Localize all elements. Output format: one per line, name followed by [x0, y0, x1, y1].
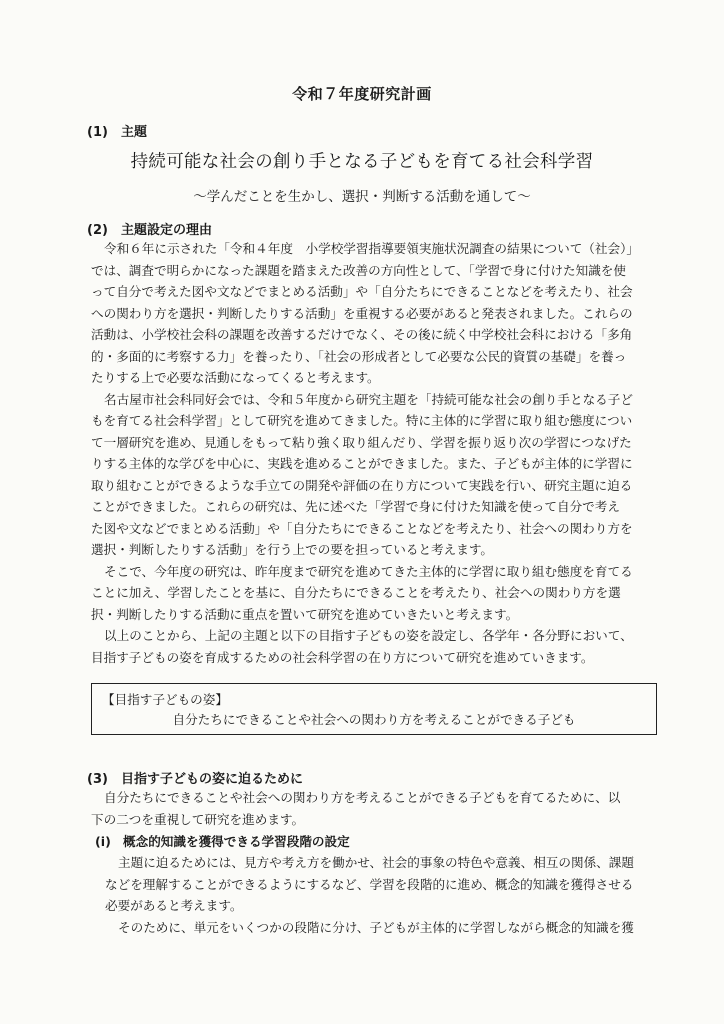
section-1-number: (1): [87, 125, 108, 140]
paragraph-line: 令和６年に示された「令和４年度 小学校学習指導要領実施状況調査の結果について（社会）」: [104, 241, 639, 256]
paragraph-line: への関わり方を選択・判断したりする活動」を重視する必要があると発表されました。これらの: [91, 305, 633, 321]
paragraph-line: などを理解することができるようにするなど、学習を段階的に進め、概念的知識を獲得させる: [105, 876, 634, 892]
section-3-title: 目指す子どもの姿に迫るために: [121, 772, 304, 787]
goal-box-label: 【目指す子どもの姿】: [102, 692, 228, 707]
section-1-title: 主題: [121, 125, 148, 140]
paragraph-line: では、調査で明らかになった課題を踏まえた改善の方向性として、「学習で身に付けた知識を使: [91, 262, 626, 278]
paragraph-line: 選択・判断したりする活動」を行う上での要を担っていると考えます。: [91, 542, 493, 557]
section-2-number: (2): [87, 223, 108, 238]
paragraph-line: そこで、今年度の研究は、昨年度まで研究を進めてきた主体的に学習に取り組む態度を育てる: [104, 563, 633, 579]
goal-box-text: 自分たちにできることや社会への関わり方を考えることができる子ども: [172, 712, 576, 727]
paragraph-line: 的・多面的に考察する力」を養ったり、「社会の形成者として必要な公民的資質の基礎」を養っ: [91, 348, 627, 364]
paragraph-line: ことに加え、学習したことを基に、自分たちにできることを考えたり、社会への関わり方を選: [91, 585, 621, 600]
paragraph-line: ことができました。これらの研究は、先に述べた「学習で身に付けた知識を使って自分で考え: [91, 499, 620, 514]
section-3-heading: [87, 768, 303, 787]
section-2-title: 主題設定の理由: [121, 223, 213, 238]
paragraph-line: 以上のことから、上記の主題と以下の目指す子どもの姿を設定し、各学年・各分野において、: [104, 628, 633, 643]
paragraph-line: たりする上で必要な活動になってくると考えます。: [91, 370, 380, 385]
document-title: 令和７年度研究計画: [292, 85, 432, 103]
paragraph-line: 下の二つを重視して研究を進めます。: [91, 811, 305, 827]
paragraph-line: りする主体的な学びを中心に、実践を進めることができました。また、子どもが主体的に学習に: [91, 456, 633, 471]
paragraph-line: 取り組むことができるような手立ての開発や評価の在り方について実践を行い、研究主題に迫る: [91, 477, 633, 493]
goal-box: [91, 683, 657, 735]
section-3-number: (3): [87, 772, 108, 787]
subsection-1-title: 概念的知識を獲得できる学習段階の設定: [123, 834, 350, 849]
paragraph-line: もを育てる社会科学習」として研究を進めてきました。特に主体的に学習に取り組む態度につい: [91, 413, 633, 428]
paragraph-line: って自分で考えた図や文などでまとめる活動」や「自分たちにできることなどを考えたり、社会: [91, 284, 633, 299]
paragraph-line: 択・判断したりする活動に重点を置いて研究を進めていきたいと考えます。: [91, 606, 519, 622]
paragraph-line: 名古屋市社会科同好会では、令和５年度から研究主題を「持続可能な社会の創り手となる子ど: [104, 391, 633, 407]
section-3-intro: [91, 787, 620, 830]
section-2-body: [91, 238, 639, 668]
subsection-1-number: (ⅰ): [95, 834, 111, 849]
subsection-1-body: [105, 852, 634, 938]
paragraph-line: 目指す子どもの姿を育成するための社会科学習の在り方について研究を進めていきます。: [91, 649, 594, 665]
paragraph-line: 必要があると考えます。: [105, 898, 243, 913]
theme-subtitle: 〜学んだことを生かし、選択・判断する活動を通して〜: [193, 189, 531, 205]
section-1-heading: [87, 121, 147, 140]
theme-title: 持続可能な社会の創り手となる子どもを育てる社会科学習: [130, 152, 594, 172]
paragraph-line: 活動は、小学校社会科の課題を改善するだけでなく、その後に続く中学校社会科における「多角: [91, 327, 633, 342]
paragraph-line: て一層研究を進め、見通しをもって粘り強く取り組んだり、学習を振り返り次の学習につなげた: [91, 434, 632, 450]
section-2-heading: [87, 219, 212, 238]
paragraph-line: た図や文などでまとめる活動」や「自分たちにできることなどを考えたり、社会への関わり方を: [91, 520, 633, 536]
paragraph-line: 主題に迫るためには、見方や考え方を働かせ、社会的事象の特色や意義、相互の関係、課題: [118, 855, 634, 870]
paragraph-line: 自分たちにできることや社会への関わり方を考えることができる子どもを育てるために、以: [104, 790, 621, 805]
subsection-1-heading: [95, 831, 350, 850]
paragraph-line: そのために、単元をいくつかの段階に分け、子どもが主体的に学習しながら概念的知識を獲: [118, 919, 634, 935]
